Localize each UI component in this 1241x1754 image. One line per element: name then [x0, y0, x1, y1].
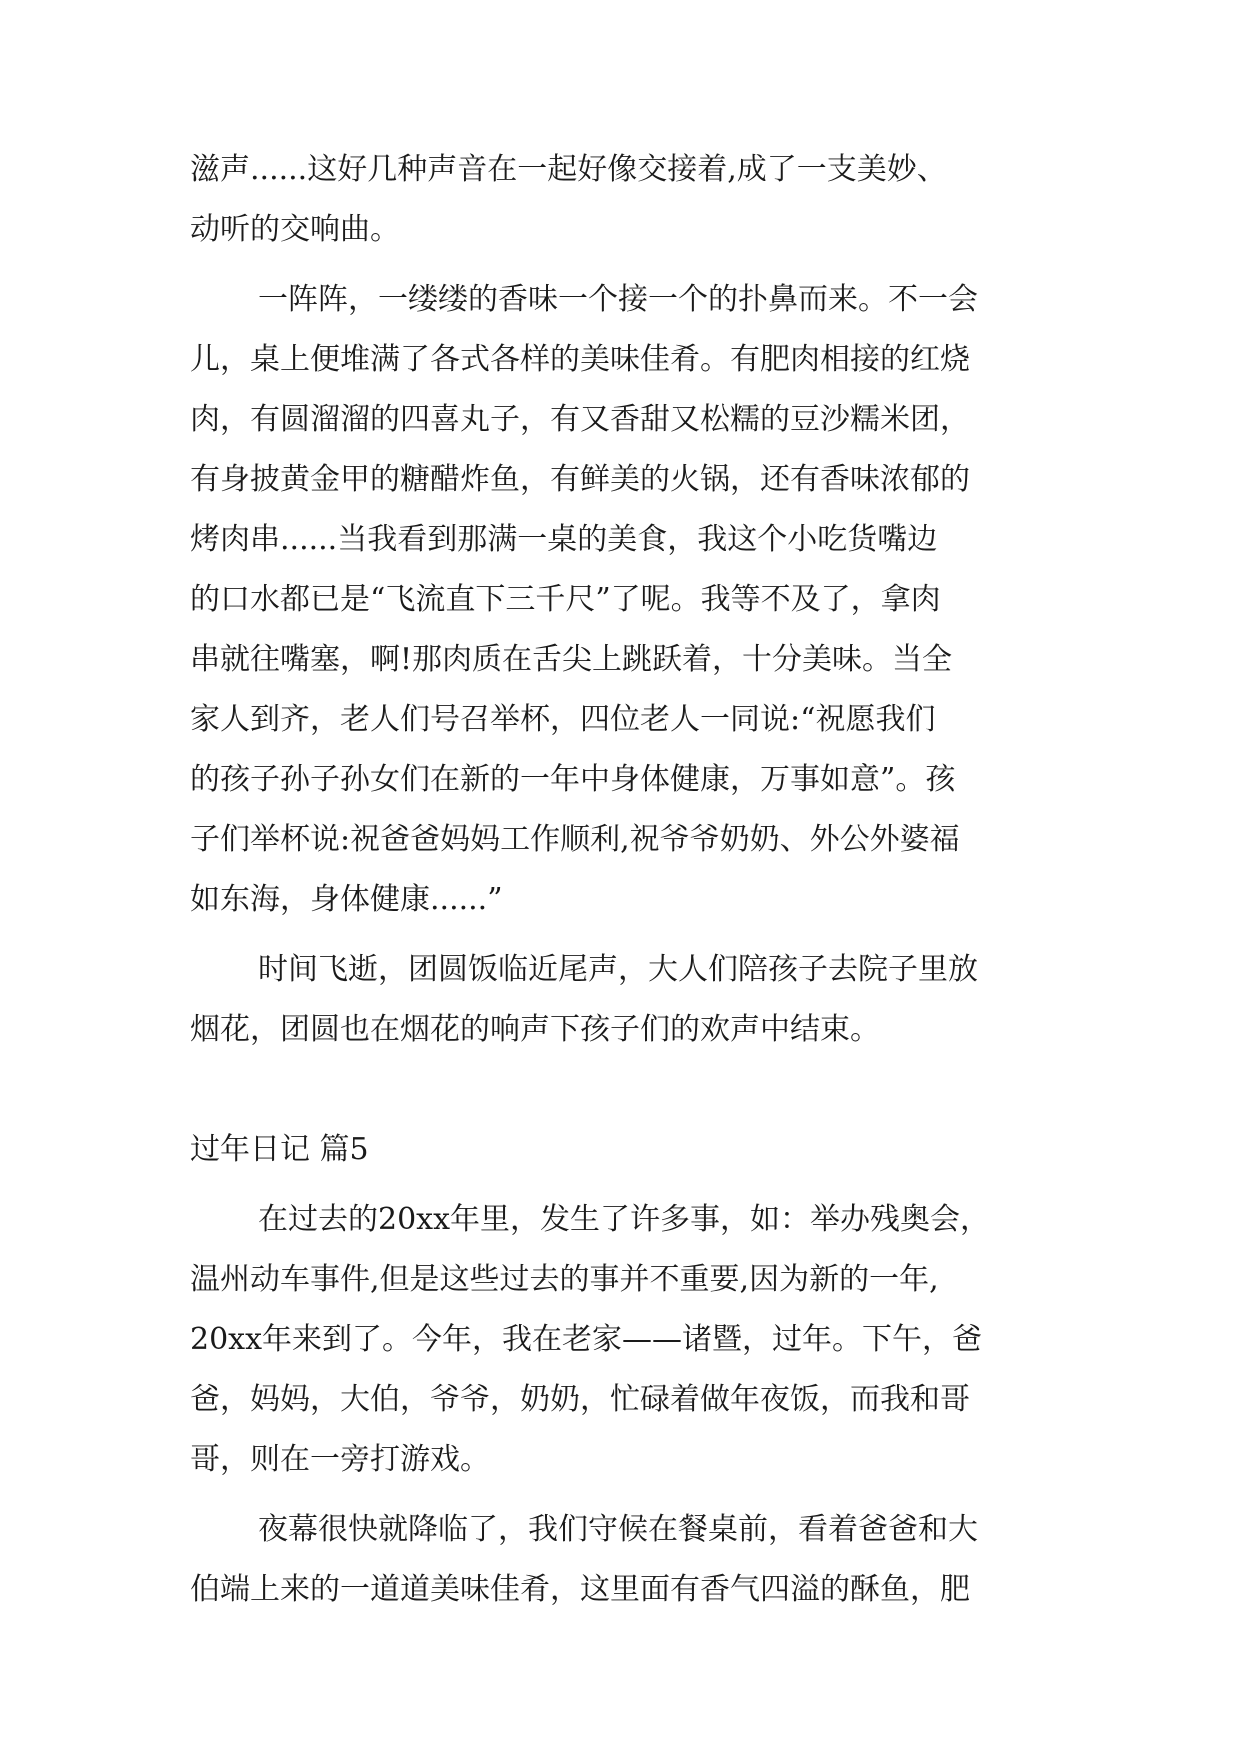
text-line: 伯端上来的一道道美味佳肴，这里面有香气四溢的酥鱼，肥 [190, 1572, 970, 1607]
text-line: 温州动车事件,但是这些过去的事并不重要,因为新的一年, [190, 1262, 939, 1297]
text-line: 夜幕很快就降临了，我们守候在餐桌前，看着爸爸和大 [258, 1512, 978, 1547]
text-line: 时间飞逝，团圆饭临近尾声，大人们陪孩子去院子里放 [258, 952, 978, 987]
text-line: 一阵阵，一缕缕的香味一个接一个的扑鼻而来。不一会 [258, 282, 978, 317]
text-line: 动听的交响曲。 [190, 212, 400, 247]
text-line: 滋声......这好几种声音在一起好像交接着,成了一支美妙、 [190, 152, 947, 187]
text-line: 子们举杯说:祝爸爸妈妈工作顺利,祝爷爷奶奶、外公外婆福 [190, 822, 960, 857]
text-line: 有身披黄金甲的糖醋炸鱼，有鲜美的火锅，还有香味浓郁的 [190, 462, 970, 497]
text-line: 如东海，身体健康......” [190, 882, 503, 917]
text-line: 哥，则在一旁打游戏。 [190, 1442, 490, 1477]
text-line: 肉，有圆溜溜的四喜丸子，有又香甜又松糯的豆沙糯米团， [190, 402, 970, 437]
text-line: 在过去的20xx年里，发生了许多事，如：举办残奥会， [258, 1202, 991, 1237]
text-line: 儿，桌上便堆满了各式各样的美味佳肴。有肥肉相接的红烧 [190, 342, 970, 377]
text-line: 爸，妈妈，大伯，爷爷，奶奶，忙碌着做年夜饭，而我和哥 [190, 1382, 970, 1417]
text-line: 20xx年来到了。今年，我在老家——诸暨，过年。下午，爸 [190, 1322, 983, 1357]
text-line: 家人到齐，老人们号召举杯，四位老人一同说:“祝愿我们 [190, 702, 936, 737]
section-heading: 过年日记 篇5 [190, 1132, 369, 1167]
text-line: 串就往嘴塞，啊!那肉质在舌尖上跳跃着，十分美味。当全 [190, 642, 953, 677]
text-line: 烤肉串......当我看到那满一桌的美食，我这个小吃货嘴边 [190, 522, 938, 557]
text-line: 的孩子孙子孙女们在新的一年中身体健康，万事如意”。孩 [190, 762, 956, 797]
text-line: 烟花，团圆也在烟花的响声下孩子们的欢声中结束。 [190, 1012, 880, 1047]
text-line: 的口水都已是“飞流直下三千尺”了呢。我等不及了，拿肉 [190, 582, 941, 617]
